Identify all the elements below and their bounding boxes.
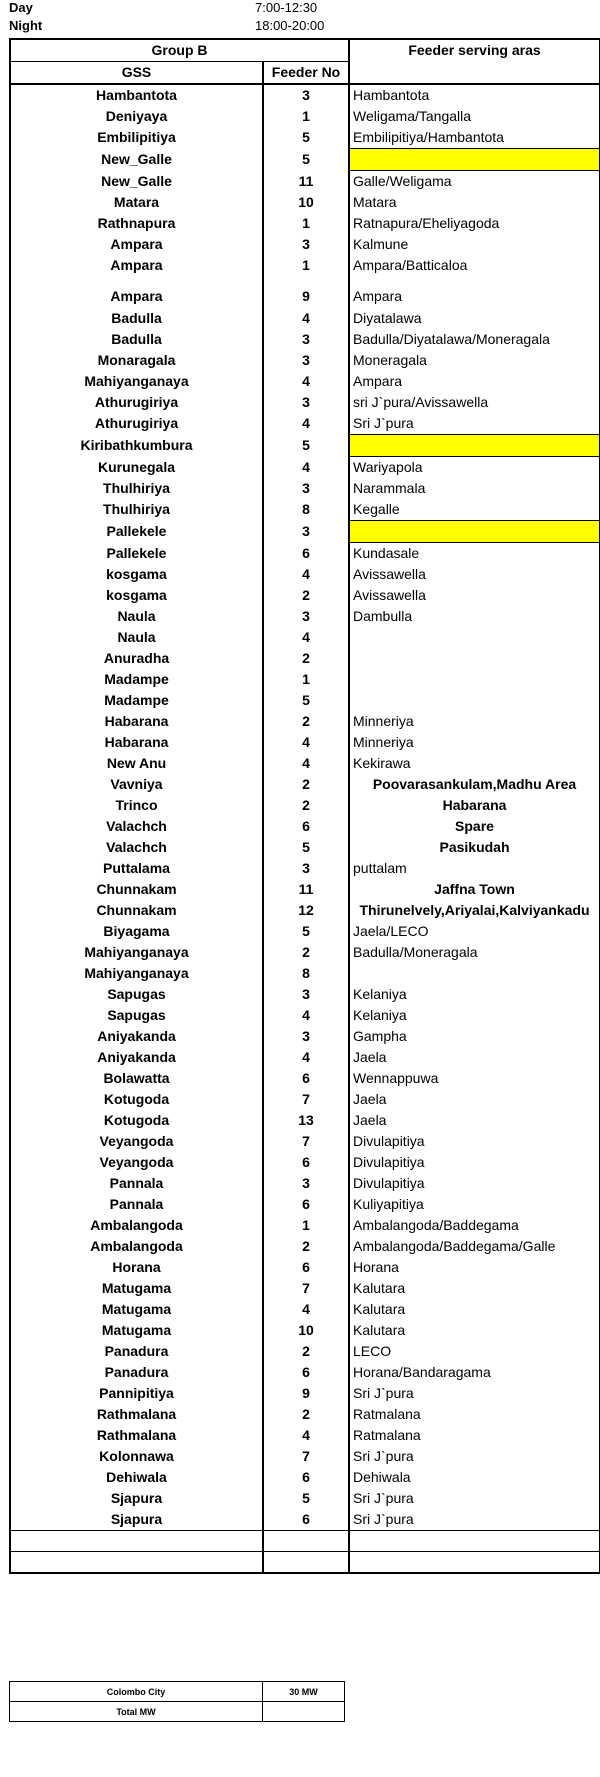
area-cell: Minneriya	[349, 711, 600, 732]
feeder-cell: 7	[263, 1446, 349, 1467]
feeder-cell: 2	[263, 942, 349, 963]
total-value	[263, 1702, 345, 1722]
area-cell: Wennappuwa	[349, 1068, 600, 1089]
area-cell: Embilipitiya/Hambantota	[349, 127, 600, 149]
summary-table	[9, 1681, 345, 1722]
area-cell: Ratmalana	[349, 1425, 600, 1446]
gss-cell: Biyagama	[10, 921, 263, 942]
table-row	[10, 1446, 600, 1467]
feeder-cell: 1	[263, 213, 349, 234]
feeder-cell: 3	[263, 606, 349, 627]
gss-cell: Puttalama	[10, 858, 263, 879]
feeder-cell: 9	[263, 1383, 349, 1404]
night-time: 18:00-20:00	[255, 18, 325, 33]
table-row	[10, 521, 600, 543]
table-row	[10, 1005, 600, 1026]
gss-cell: Ampara	[10, 234, 263, 255]
table-row	[10, 984, 600, 1005]
area-cell: Avissawella	[349, 585, 600, 606]
area-cell: LECO	[349, 1341, 600, 1362]
feeder-cell: 4	[263, 308, 349, 329]
feeder-cell: 2	[263, 648, 349, 669]
feeder-cell: 5	[263, 921, 349, 942]
area-cell: Diyatalawa	[349, 308, 600, 329]
feeder-cell: 5	[263, 837, 349, 858]
gss-cell: Kotugoda	[10, 1110, 263, 1131]
area-cell: Moneragala	[349, 350, 600, 371]
area-cell: Spare	[349, 816, 600, 837]
night-label: Night	[9, 18, 43, 33]
feeder-cell: 10	[263, 1320, 349, 1341]
feeder-cell: 4	[263, 1425, 349, 1446]
gss-cell: Kolonnawa	[10, 1446, 263, 1467]
gss-cell: Rathnapura	[10, 213, 263, 234]
empty-cell	[263, 1531, 349, 1552]
table-row	[10, 1215, 600, 1236]
feeder-cell: 2	[263, 585, 349, 606]
table-row	[10, 457, 600, 479]
colombo-value: 30 MW	[263, 1682, 345, 1702]
table-row	[10, 1047, 600, 1068]
gss-cell: kosgama	[10, 564, 263, 585]
feeder-cell: 5	[263, 690, 349, 711]
table-row	[10, 1068, 600, 1089]
feeder-cell: 2	[263, 1404, 349, 1425]
gss-cell: New_Galle	[10, 171, 263, 193]
empty-cell	[10, 1552, 263, 1574]
area-cell: Habarana	[349, 795, 600, 816]
feeder-cell: 6	[263, 816, 349, 837]
table-row	[10, 1173, 600, 1194]
feeder-cell: 3	[263, 392, 349, 413]
feeder-cell: 3	[263, 521, 349, 543]
gss-cell: Monaragala	[10, 350, 263, 371]
area-cell: Pasikudah	[349, 837, 600, 858]
area-cell	[349, 149, 600, 171]
table-row	[10, 1488, 600, 1509]
area-cell	[349, 669, 600, 690]
day-label: Day	[9, 0, 33, 15]
feeder-cell: 7	[263, 1131, 349, 1152]
empty-cell	[263, 1552, 349, 1574]
gss-cell: Sapugas	[10, 1005, 263, 1026]
gss-cell: Aniyakanda	[10, 1047, 263, 1068]
gss-cell: Naula	[10, 627, 263, 648]
gss-cell: Panadura	[10, 1341, 263, 1362]
gss-cell: Pannala	[10, 1194, 263, 1215]
feeder-cell: 11	[263, 879, 349, 900]
table-body	[10, 84, 600, 1573]
table-row	[10, 1131, 600, 1152]
table-row	[10, 1320, 600, 1341]
area-cell: Ambalangoda/Baddegama	[349, 1215, 600, 1236]
gss-cell: Matugama	[10, 1320, 263, 1341]
gss-cell: Ambalangoda	[10, 1236, 263, 1257]
empty-cell	[349, 1531, 600, 1552]
feeder-cell: 4	[263, 457, 349, 479]
table-row	[10, 1425, 600, 1446]
day-time: 7:00-12:30	[255, 0, 318, 15]
table-row	[10, 606, 600, 627]
gss-cell: kosgama	[10, 585, 263, 606]
table-header-group	[10, 39, 600, 62]
gss-cell: Rathmalana	[10, 1425, 263, 1446]
area-cell: Jaela	[349, 1047, 600, 1068]
gss-column-header: GSS	[10, 62, 263, 85]
feeder-cell: 4	[263, 413, 349, 435]
table-row	[10, 371, 600, 392]
area-cell: Galle/Weligama	[349, 171, 600, 193]
area-cell: Sri J`pura	[349, 413, 600, 435]
feeder-cell: 3	[263, 234, 349, 255]
area-cell: Sri J`pura	[349, 1383, 600, 1404]
area-cell: Dehiwala	[349, 1467, 600, 1488]
table-row	[10, 900, 600, 921]
gss-cell: Embilipitiya	[10, 127, 263, 149]
area-cell: Narammala	[349, 478, 600, 499]
gss-cell: Mahiyanganaya	[10, 963, 263, 984]
table-row	[10, 435, 600, 457]
gss-cell: Ampara	[10, 276, 263, 308]
gss-cell: Chunnakam	[10, 900, 263, 921]
area-cell: Sri J`pura	[349, 1488, 600, 1509]
feeder-table	[9, 38, 600, 1574]
feeder-cell: 5	[263, 127, 349, 149]
table-row	[10, 392, 600, 413]
feeder-cell: 3	[263, 350, 349, 371]
feeder-cell: 5	[263, 435, 349, 457]
colombo-label: Colombo City	[10, 1682, 263, 1702]
area-cell: Thirunelvely,Ariyalai,Kalviyankadu	[349, 900, 600, 921]
feeder-cell: 11	[263, 171, 349, 193]
table-row	[10, 795, 600, 816]
area-cell	[349, 690, 600, 711]
area-cell: Poovarasankulam,Madhu Area	[349, 774, 600, 795]
gss-cell: Rathmalana	[10, 1404, 263, 1425]
gss-cell: Horana	[10, 1257, 263, 1278]
table-row	[10, 690, 600, 711]
table-row	[10, 192, 600, 213]
area-cell: Kegalle	[349, 499, 600, 521]
area-cell: Kalutara	[349, 1299, 600, 1320]
feeder-cell: 5	[263, 149, 349, 171]
area-cell: Jaela	[349, 1110, 600, 1131]
feeder-cell: 8	[263, 963, 349, 984]
table-row	[10, 711, 600, 732]
table-row	[10, 963, 600, 984]
area-cell: Horana/Bandaragama	[349, 1362, 600, 1383]
feeder-column-header: Feeder No	[263, 62, 349, 85]
table-row	[10, 1236, 600, 1257]
total-row	[10, 1702, 345, 1722]
feeder-cell: 6	[263, 1362, 349, 1383]
table-row	[10, 753, 600, 774]
feeder-cell: 3	[263, 984, 349, 1005]
area-cell	[349, 648, 600, 669]
gss-cell: Pallekele	[10, 521, 263, 543]
table-row	[10, 1509, 600, 1531]
area-cell: Kundasale	[349, 543, 600, 565]
gss-cell: Pallekele	[10, 543, 263, 565]
feeder-cell: 3	[263, 1026, 349, 1047]
area-cell	[349, 627, 600, 648]
table-row	[10, 858, 600, 879]
gss-cell: Athurugiriya	[10, 413, 263, 435]
empty-row	[10, 1531, 600, 1552]
feeder-cell: 3	[263, 478, 349, 499]
gss-cell: Deniyaya	[10, 106, 263, 127]
gss-cell: Kurunegala	[10, 457, 263, 479]
table-row	[10, 84, 600, 106]
area-cell: Matara	[349, 192, 600, 213]
table-row	[10, 329, 600, 350]
feeder-cell: 4	[263, 564, 349, 585]
gss-cell: Dehiwala	[10, 1467, 263, 1488]
table-row	[10, 1362, 600, 1383]
table-row	[10, 1089, 600, 1110]
empty-row	[10, 1552, 600, 1574]
gss-cell: Mahiyanganaya	[10, 942, 263, 963]
feeder-cell: 4	[263, 627, 349, 648]
gss-cell: Kiribathkumbura	[10, 435, 263, 457]
feeder-cell: 7	[263, 1278, 349, 1299]
gss-cell: Sapugas	[10, 984, 263, 1005]
area-cell: Kalmune	[349, 234, 600, 255]
area-cell: Kalutara	[349, 1278, 600, 1299]
feeder-cell: 1	[263, 106, 349, 127]
feeder-cell: 2	[263, 1341, 349, 1362]
area-cell: Kelaniya	[349, 984, 600, 1005]
area-cell: Kalutara	[349, 1320, 600, 1341]
area-cell: Gampha	[349, 1026, 600, 1047]
feeder-cell: 1	[263, 255, 349, 276]
area-cell	[349, 963, 600, 984]
table-row	[10, 1278, 600, 1299]
gss-cell: Hambantota	[10, 84, 263, 106]
feeder-cell: 6	[263, 1257, 349, 1278]
gss-cell: Habarana	[10, 732, 263, 753]
table-row	[10, 350, 600, 371]
feeder-cell: 13	[263, 1110, 349, 1131]
table-row	[10, 921, 600, 942]
gss-cell: Aniyakanda	[10, 1026, 263, 1047]
feeder-cell: 2	[263, 795, 349, 816]
area-cell: Minneriya	[349, 732, 600, 753]
group-title: Group B	[10, 39, 349, 62]
gss-cell: Veyangoda	[10, 1131, 263, 1152]
table-row	[10, 774, 600, 795]
feeder-cell: 2	[263, 774, 349, 795]
table-row	[10, 669, 600, 690]
table-row	[10, 837, 600, 858]
gss-cell: Naula	[10, 606, 263, 627]
table-row	[10, 1404, 600, 1425]
table-row	[10, 127, 600, 149]
gss-cell: Vavniya	[10, 774, 263, 795]
table-row	[10, 627, 600, 648]
gss-cell: Matara	[10, 192, 263, 213]
gss-cell: Veyangoda	[10, 1152, 263, 1173]
colombo-row	[10, 1682, 345, 1702]
gss-cell: Thulhiriya	[10, 478, 263, 499]
gss-cell: Madampe	[10, 690, 263, 711]
table-row	[10, 149, 600, 171]
table-row	[10, 1026, 600, 1047]
table-row	[10, 413, 600, 435]
table-row	[10, 564, 600, 585]
feeder-cell: 2	[263, 711, 349, 732]
gss-cell: Kotugoda	[10, 1089, 263, 1110]
area-cell: Horana	[349, 1257, 600, 1278]
feeder-cell: 1	[263, 1215, 349, 1236]
area-cell: Kekirawa	[349, 753, 600, 774]
gss-cell: Ambalangoda	[10, 1215, 263, 1236]
area-cell: Ratmalana	[349, 1404, 600, 1425]
gss-cell: Thulhiriya	[10, 499, 263, 521]
table-row	[10, 1341, 600, 1362]
area-cell: Ampara/Batticaloa	[349, 255, 600, 276]
table-row	[10, 879, 600, 900]
area-cell: Kuliyapitiya	[349, 1194, 600, 1215]
table-row	[10, 234, 600, 255]
table-row	[10, 543, 600, 565]
area-cell: Ampara	[349, 276, 600, 308]
feeder-cell: 3	[263, 1173, 349, 1194]
area-cell: Ratnapura/Eheliyagoda	[349, 213, 600, 234]
table-row	[10, 732, 600, 753]
gss-cell: Pannala	[10, 1173, 263, 1194]
feeder-cell: 6	[263, 543, 349, 565]
gss-cell: Matugama	[10, 1278, 263, 1299]
feeder-cell: 6	[263, 1467, 349, 1488]
table-row	[10, 1194, 600, 1215]
gss-cell: Valachch	[10, 816, 263, 837]
table-row	[10, 276, 600, 308]
gss-cell: Trinco	[10, 795, 263, 816]
areas-header: Feeder serving aras	[349, 39, 600, 84]
feeder-cell: 4	[263, 753, 349, 774]
table-row	[10, 816, 600, 837]
gss-cell: Badulla	[10, 308, 263, 329]
feeder-cell: 4	[263, 1047, 349, 1068]
gss-cell: Sjapura	[10, 1509, 263, 1531]
gss-cell: Mahiyanganaya	[10, 371, 263, 392]
table-row	[10, 585, 600, 606]
table-row	[10, 1110, 600, 1131]
area-cell: Dambulla	[349, 606, 600, 627]
gss-cell: New_Galle	[10, 149, 263, 171]
feeder-cell: 12	[263, 900, 349, 921]
feeder-cell: 1	[263, 669, 349, 690]
area-cell: Weligama/Tangalla	[349, 106, 600, 127]
table-row	[10, 1383, 600, 1404]
feeder-cell: 8	[263, 499, 349, 521]
table-row	[10, 499, 600, 521]
area-cell: Sri J`pura	[349, 1509, 600, 1531]
feeder-cell: 4	[263, 732, 349, 753]
area-cell: Divulapitiya	[349, 1131, 600, 1152]
gss-cell: Athurugiriya	[10, 392, 263, 413]
gss-cell: Pannipitiya	[10, 1383, 263, 1404]
feeder-cell: 7	[263, 1089, 349, 1110]
area-cell: Sri J`pura	[349, 1446, 600, 1467]
area-cell: Divulapitiya	[349, 1173, 600, 1194]
gss-cell: Ampara	[10, 255, 263, 276]
empty-cell	[349, 1552, 600, 1574]
gss-cell: Valachch	[10, 837, 263, 858]
area-cell: Divulapitiya	[349, 1152, 600, 1173]
area-cell: Badulla/Moneragala	[349, 942, 600, 963]
gss-cell: Chunnakam	[10, 879, 263, 900]
table-row	[10, 478, 600, 499]
table-row	[10, 1257, 600, 1278]
feeder-cell: 3	[263, 84, 349, 106]
table-row	[10, 1299, 600, 1320]
area-cell: Wariyapola	[349, 457, 600, 479]
total-label: Total MW	[10, 1702, 263, 1722]
feeder-cell: 2	[263, 1236, 349, 1257]
table-row	[10, 308, 600, 329]
area-cell: Jaela/LECO	[349, 921, 600, 942]
area-cell: puttalam	[349, 858, 600, 879]
area-cell: Avissawella	[349, 564, 600, 585]
area-cell: sri J`pura/Avissawella	[349, 392, 600, 413]
feeder-cell: 4	[263, 1005, 349, 1026]
gss-cell: Sjapura	[10, 1488, 263, 1509]
feeder-cell: 5	[263, 1488, 349, 1509]
table-row	[10, 255, 600, 276]
table-row	[10, 1467, 600, 1488]
area-cell: Kelaniya	[349, 1005, 600, 1026]
area-cell: Ambalangoda/Baddegama/Galle	[349, 1236, 600, 1257]
gss-cell: Matugama	[10, 1299, 263, 1320]
empty-cell	[10, 1531, 263, 1552]
feeder-cell: 4	[263, 1299, 349, 1320]
feeder-cell: 6	[263, 1068, 349, 1089]
area-cell: Jaela	[349, 1089, 600, 1110]
table-row	[10, 648, 600, 669]
feeder-cell: 4	[263, 371, 349, 392]
gss-cell: Anuradha	[10, 648, 263, 669]
feeder-cell: 3	[263, 329, 349, 350]
feeder-cell: 10	[263, 192, 349, 213]
table-row	[10, 106, 600, 127]
gss-cell: New Anu	[10, 753, 263, 774]
feeder-cell: 9	[263, 276, 349, 308]
area-cell: Ampara	[349, 371, 600, 392]
gss-cell: Bolawatta	[10, 1068, 263, 1089]
feeder-cell: 6	[263, 1194, 349, 1215]
gss-cell: Panadura	[10, 1362, 263, 1383]
area-cell	[349, 435, 600, 457]
gss-cell: Madampe	[10, 669, 263, 690]
table-row	[10, 942, 600, 963]
table-row	[10, 213, 600, 234]
table-row	[10, 1152, 600, 1173]
table-row	[10, 171, 600, 193]
area-cell: Hambantota	[349, 84, 600, 106]
feeder-cell: 3	[263, 858, 349, 879]
gss-cell: Badulla	[10, 329, 263, 350]
feeder-cell: 6	[263, 1509, 349, 1531]
gss-cell: Habarana	[10, 711, 263, 732]
area-cell	[349, 521, 600, 543]
area-cell: Jaffna Town	[349, 879, 600, 900]
area-cell: Badulla/Diyatalawa/Moneragala	[349, 329, 600, 350]
feeder-cell: 6	[263, 1152, 349, 1173]
